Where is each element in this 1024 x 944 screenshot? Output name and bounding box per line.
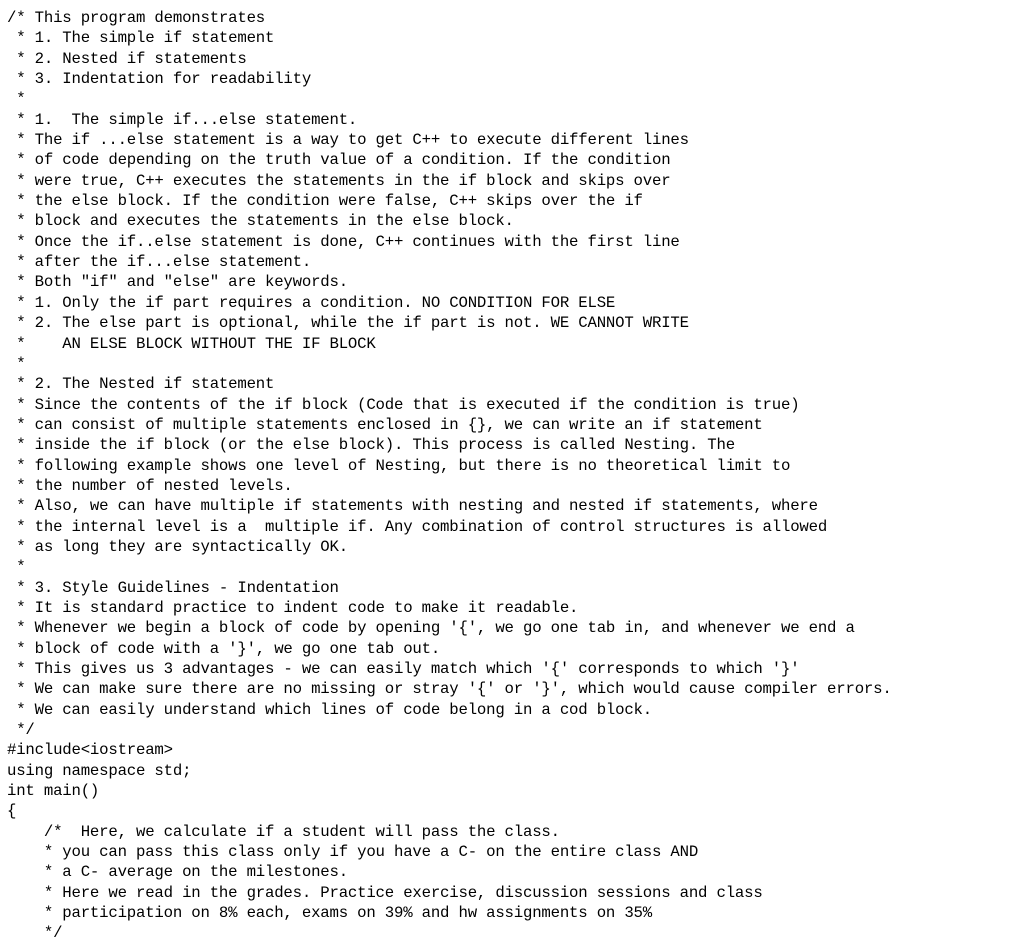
code-line: * block and executes the statements in the else block.: [7, 212, 514, 231]
code-line: * We can easily understand which lines of code belong in a cod block.: [7, 700, 652, 719]
code-line: * inside the if block (or the else block). This process is called Nesting. The: [7, 436, 735, 455]
code-line: * were true, C++ executes the statements in the if block and skips over: [7, 171, 671, 190]
code-line: * 1. Only the if part requires a condition. NO CONDITION FOR ELSE: [7, 293, 616, 312]
code-line: int main(): [7, 782, 100, 801]
code-line: /* This program demonstrates: [7, 9, 265, 27]
code-line: * can consist of multiple statements enclosed in {}, we can write an if statement: [7, 415, 763, 434]
code-line: */: [7, 721, 35, 740]
code-line: * a C- average on the milestones.: [7, 863, 348, 882]
code-line: */: [7, 924, 63, 943]
code-line: * Since the contents of the if block (Code that is executed if the condition is true): [7, 395, 800, 414]
code-line: * It is standard practice to indent code to make it readable.: [7, 598, 579, 617]
code-line: * the else block. If the condition were false, C++ skips over the if: [7, 192, 643, 211]
code-line: * 3. Style Guidelines - Indentation: [7, 578, 339, 597]
code-line: /* Here, we calculate if a student will pass the class.: [7, 822, 560, 841]
code-line: * participation on 8% each, exams on 39% and hw assignments on 35%: [7, 904, 652, 923]
code-line: * the number of nested levels.: [7, 476, 293, 495]
code-line: * The if ...else statement is a way to get C++ to execute different lines: [7, 131, 689, 150]
code-line: * 1. The simple if statement: [7, 29, 275, 48]
code-line: #include<iostream>: [7, 741, 173, 760]
code-line: {: [7, 802, 17, 821]
code-line: * Also, we can have multiple if statements with nesting and nested if statements, where: [7, 497, 818, 516]
code-line: * 2. The Nested if statement: [7, 375, 275, 394]
code-listing: [7, 8, 1024, 944]
code-line: *: [7, 90, 26, 109]
code-line: * Here we read in the grades. Practice exercise, discussion sessions and class: [7, 883, 763, 902]
code-line: * following example shows one level of Nesting, but there is no theoretical limit to: [7, 456, 791, 475]
code-line: * Both "if" and "else" are keywords.: [7, 273, 348, 292]
code-line: * Whenever we begin a block of code by opening '{', we go one tab in, and whenever we end a: [7, 619, 855, 638]
code-line: *: [7, 354, 26, 373]
code-line: * as long they are syntactically OK.: [7, 537, 348, 556]
code-line: * Once the if..else statement is done, C++ continues with the first line: [7, 232, 680, 251]
code-line: * AN ELSE BLOCK WITHOUT THE IF BLOCK: [7, 334, 376, 353]
code-line: * block of code with a '}', we go one tab out.: [7, 639, 441, 658]
code-line: * 2. The else part is optional, while the if part is not. WE CANNOT WRITE: [7, 314, 689, 333]
code-line: * This gives us 3 advantages - we can easily match which '{' corresponds to which '}': [7, 660, 800, 678]
code-line: using namespace std;: [7, 761, 192, 780]
code-line: * 2. Nested if statements: [7, 49, 247, 68]
code-line: * the internal level is a multiple if. Any combination of control structures is allowed: [7, 517, 828, 536]
code-line: * after the if...else statement.: [7, 253, 312, 272]
code-line: * you can pass this class only if you have a C- on the entire class AND: [7, 843, 699, 862]
code-line: * We can make sure there are no missing or stray '{' or '}', which would cause compiler errors.: [7, 680, 892, 699]
code-line: * of code depending on the truth value of a condition. If the condition: [7, 151, 671, 170]
code-line: * 3. Indentation for readability: [7, 70, 312, 89]
code-line: * 1. The simple if...else statement.: [7, 110, 358, 129]
code-line: *: [7, 558, 26, 577]
